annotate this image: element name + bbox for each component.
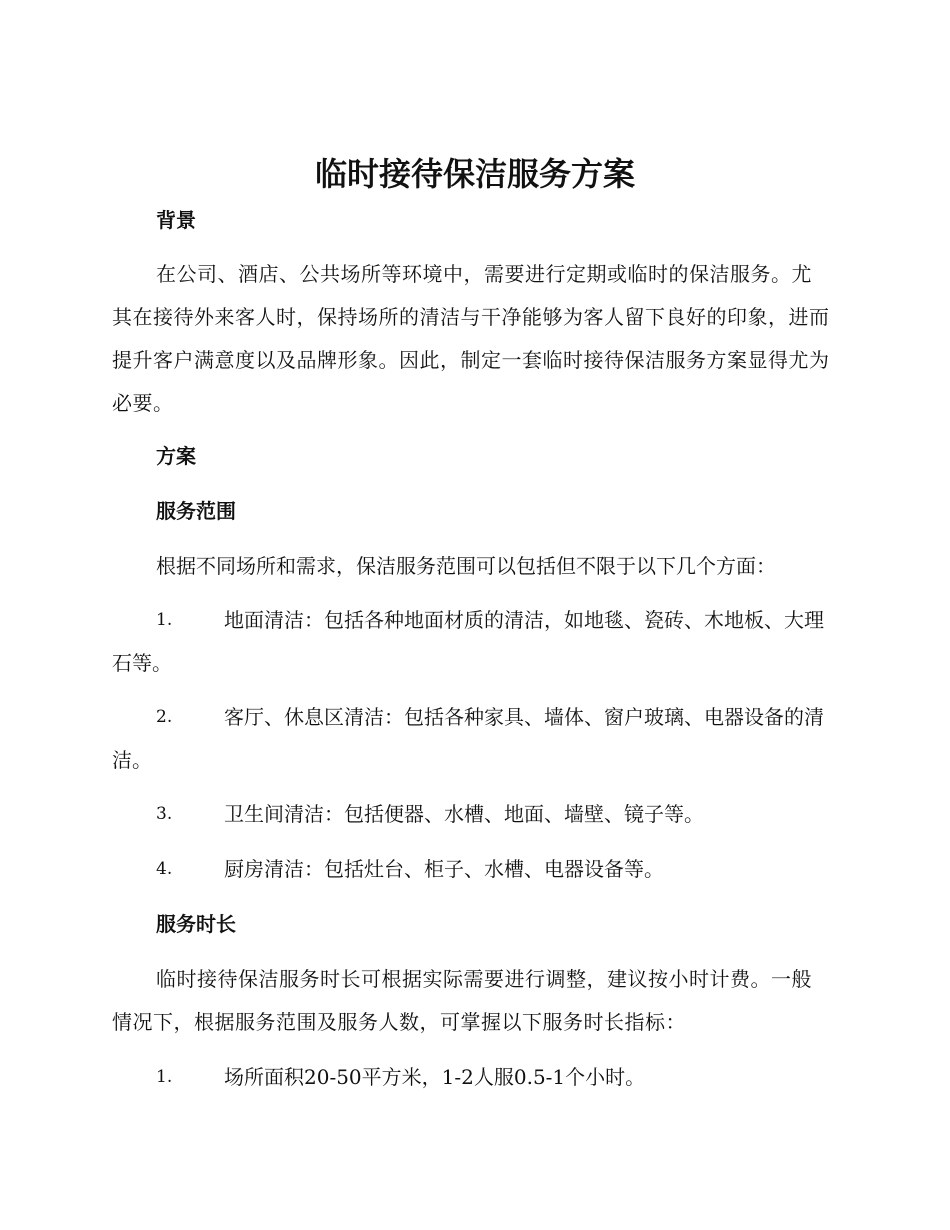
list-item — [112, 793, 836, 836]
list-item — [112, 696, 836, 782]
list-item-number: 1. — [156, 610, 173, 630]
scope-intro: 根据不同场所和需求，保洁服务范围可以包括但不限于以下几个方面： — [156, 554, 776, 578]
list-item-text: 卫生间清洁：包括便器、水槽、地面、墙壁、镜子等。 — [224, 802, 704, 826]
list-item — [112, 599, 836, 685]
duration-paragraph: 临时接待保洁服务时长可根据实际需要进行调整，建议按小时计费。一般情况下，根据服务范围及服务人数，可掌握以下服务时长指标： — [112, 967, 812, 1034]
heading-service-duration: 服务时长 — [156, 912, 236, 936]
list-item — [112, 1056, 836, 1099]
background-paragraph: 在公司、酒店、公共场所等环境中，需要进行定期或临时的保洁服务。尤其在接待外来客人时，保持场所的清洁与干净能够为客人留下良好的印象，进而提升客户满意度以及品牌形象。因此，制定一套临时接待保洁服务方案显得尤为必要。 — [112, 262, 830, 415]
list-item-number: 4. — [156, 859, 173, 879]
heading-service-scope: 服务范围 — [156, 499, 236, 523]
list-item-text: 客厅、休息区清洁：包括各种家具、墙体、窗户玻璃、电器设备的清洁。 — [112, 705, 824, 772]
list-item-number: 2. — [156, 707, 173, 727]
list-item-text: 地面清洁：包括各种地面材质的清洁，如地毯、瓷砖、木地板、大理石等。 — [112, 608, 824, 675]
list-item-number: 1. — [156, 1067, 173, 1087]
document-title: 临时接待保洁服务方案 — [314, 155, 635, 193]
list-item-text: 场所面积20-50平方米，1-2人服0.5-1个小时。 — [224, 1065, 646, 1089]
list-item-number: 3. — [156, 804, 173, 824]
list-item-text: 厨房清洁：包括灶台、柜子、水槽、电器设备等。 — [224, 857, 664, 881]
heading-plan: 方案 — [156, 444, 196, 468]
list-item — [112, 848, 836, 891]
heading-background: 背景 — [156, 208, 196, 232]
